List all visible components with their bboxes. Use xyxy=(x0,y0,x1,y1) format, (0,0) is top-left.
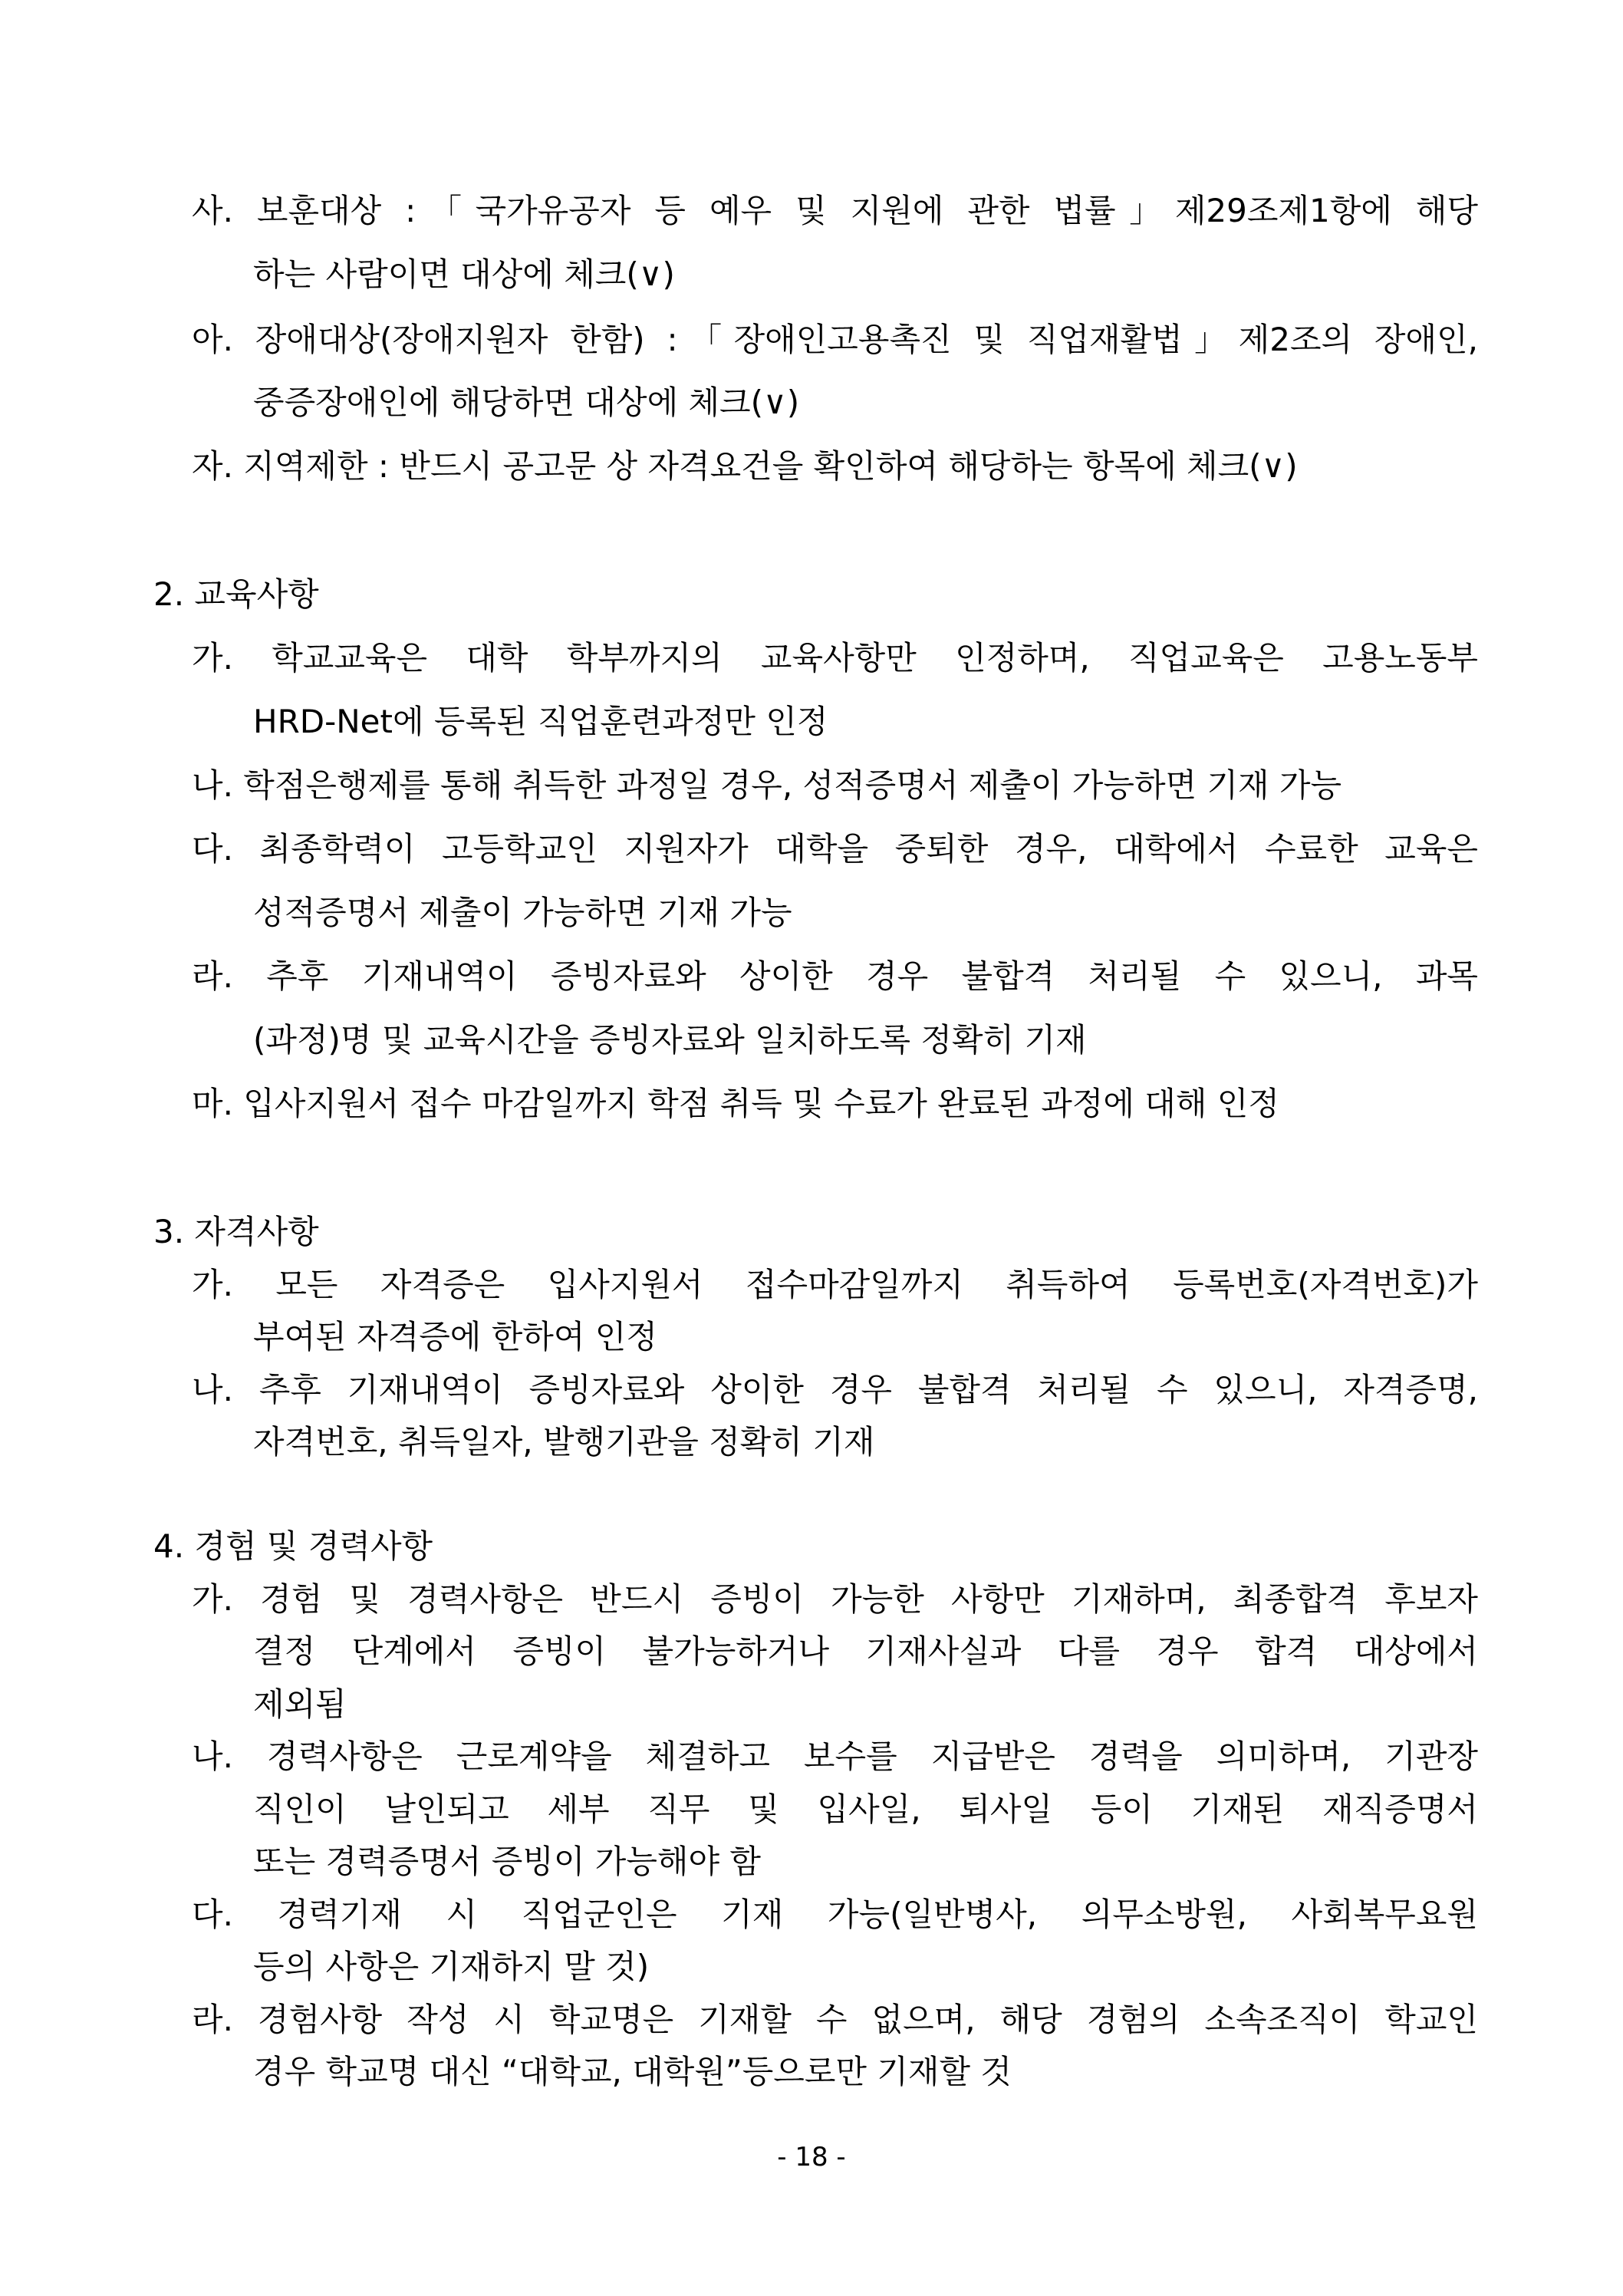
section2-item-ra-line1: 라. 추후 기재내역이 증빙자료와 상이한 경우 불합격 처리될 수 있으니, 과목 xyxy=(192,957,1478,995)
section2-item-ga-line1: 가. 학교교육은 대학 학부까지의 교육사항만 인정하며, 직업교육은 고용노동부 xyxy=(192,639,1478,677)
section3-heading: 3. 자격사항 xyxy=(153,1213,319,1250)
item-sa-line2: 하는 사람이면 대상에 체크(∨) xyxy=(253,255,675,293)
item-a-line1: 아. 장애대상(장애지원자 한함) :「장애인고용촉진 및 직업재활법」제2조의 장애인, xyxy=(192,321,1478,358)
page-number: - 18 - xyxy=(777,2142,846,2172)
section2-heading: 2. 교육사항 xyxy=(153,575,319,613)
section4-item-ga-line1: 가. 경험 및 경력사항은 반드시 증빙이 가능한 사항만 기재하며, 최종합격 후보자 xyxy=(192,1580,1478,1618)
section2-item-da-line1: 다. 최종학력이 고등학교인 지원자가 대학을 중퇴한 경우, 대학에서 수료한 교육은 xyxy=(192,830,1478,868)
section4-heading: 4. 경험 및 경력사항 xyxy=(153,1527,433,1565)
section4-item-na-line3: 또는 경력증명서 증빙이 가능해야 함 xyxy=(253,1843,761,1880)
section4-item-ra-line2: 경우 학교명 대신 “대학교, 대학원”등으로만 기재할 것 xyxy=(253,2053,1012,2090)
section2-item-ma-line1: 마. 입사지원서 접수 마감일까지 학점 취득 및 수료가 완료된 과정에 대해 인정 xyxy=(192,1085,1279,1122)
item-sa-line1: 사. 보훈대상 :「국가유공자 등 예우 및 지원에 관한 법률」제29조제1항에 해당 xyxy=(192,192,1478,229)
section4-item-ga-line2: 결정 단계에서 증빙이 불가능하거나 기재사실과 다를 경우 합격 대상에서 xyxy=(253,1632,1478,1670)
section4-item-na-line1: 나. 경력사항은 근로계약을 체결하고 보수를 지급받은 경력을 의미하며, 기관장 xyxy=(192,1738,1478,1775)
section4-item-ga-line3: 제외됨 xyxy=(253,1685,347,1723)
item-ja-line1: 자. 지역제한 : 반드시 공고문 상 자격요건을 확인하여 해당하는 항목에 체크(∨) xyxy=(192,447,1298,485)
section2-item-ra-line2: (과정)명 및 교육시간을 증빙자료와 일치하도록 정확히 기재 xyxy=(253,1021,1087,1059)
section3-item-ga-line2: 부여된 자격증에 한하여 인정 xyxy=(253,1318,657,1356)
section3-item-na-line1: 나. 추후 기재내역이 증빙자료와 상이한 경우 불합격 처리될 수 있으니, 자격증명, xyxy=(192,1371,1478,1408)
section3-item-ga-line1: 가. 모든 자격증은 입사지원서 접수마감일까지 취득하여 등록번호(자격번호)가 xyxy=(192,1266,1478,1303)
section4-item-ra-line1: 라. 경험사항 작성 시 학교명은 기재할 수 없으며, 해당 경험의 소속조직이 학교인 xyxy=(192,2001,1478,2038)
section2-item-ga-line2: HRD-Net에 등록된 직업훈련과정만 인정 xyxy=(253,703,828,740)
section4-item-da-line2: 등의 사항은 기재하지 말 것) xyxy=(253,1948,650,1985)
section3-item-na-line2: 자격번호, 취득일자, 발행기관을 정확히 기재 xyxy=(253,1423,875,1461)
section4-item-da-line1: 다. 경력기재 시 직업군인은 기재 가능(일반병사, 의무소방원, 사회복무요원 xyxy=(192,1896,1478,1933)
item-a-line2: 중증장애인에 해당하면 대상에 체크(∨) xyxy=(253,384,800,421)
section2-item-na-line1: 나. 학점은행제를 통해 취득한 과정일 경우, 성적증명서 제출이 가능하면 기재 가능 xyxy=(192,766,1342,804)
section4-item-na-line2: 직인이 날인되고 세부 직무 및 입사일, 퇴사일 등이 기재된 재직증명서 xyxy=(253,1790,1478,1828)
section2-item-da-line2: 성적증명서 제출이 가능하면 기재 가능 xyxy=(253,894,792,931)
